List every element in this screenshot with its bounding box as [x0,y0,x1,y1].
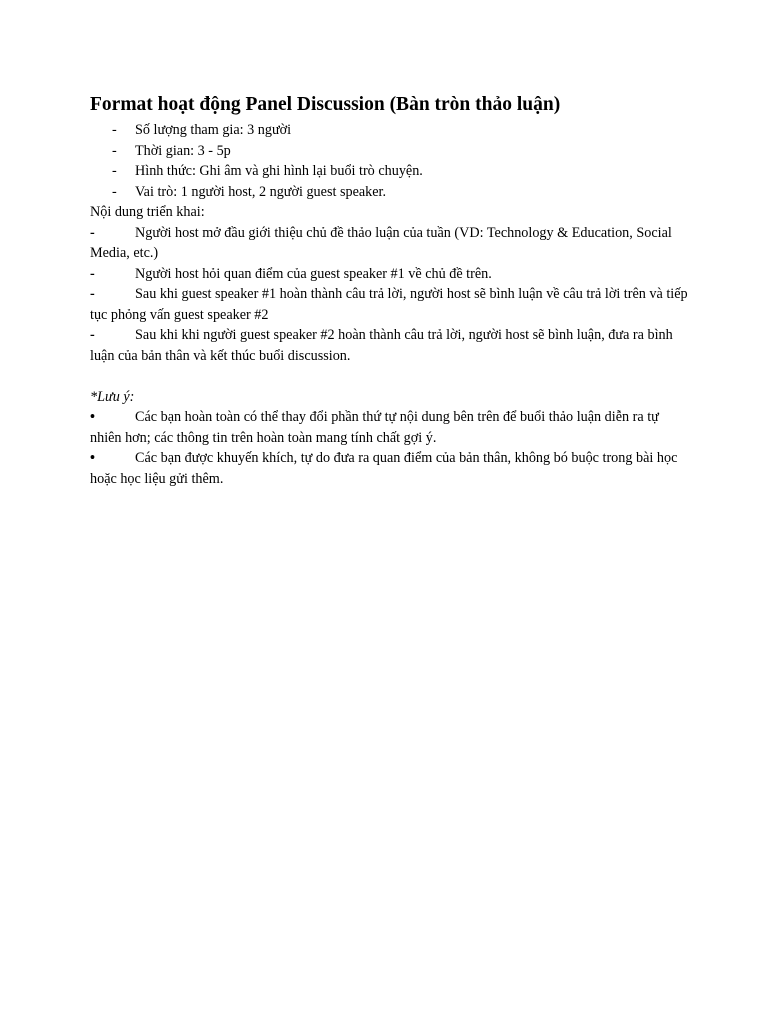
step-marker: - [90,327,95,343]
step-text: Sau khi guest speaker #1 hoàn thành câu trả lời, người host sẽ bình luận về câu trả lời trên và tiếp tục phỏng vấn guest speaker #2 [90,286,688,323]
info-item-participants [90,120,690,141]
step-item [90,223,690,264]
dash-marker: - [112,122,117,138]
info-item-format [90,161,690,182]
step-item [90,264,690,285]
step-text: Sau khi khi người guest speaker #2 hoàn thành câu trả lời, người host sẽ bình luận, đưa ra bình luận của bản thân và kết thúc buổi discussion. [90,327,673,364]
blank-line [90,366,690,387]
info-item-text: Thời gian: 3 - 5p [135,142,231,159]
note-label: *Lưu ý: [90,388,135,405]
dash-marker: - [112,142,117,159]
dash-marker: - [112,163,117,179]
step-text: Người host hỏi quan điểm của guest speaker #1 về chủ đề trên. [135,265,492,282]
step-item [90,325,690,366]
note-text: Các bạn hoàn toàn có thể thay đổi phần thứ tự nội dung bên trên để buổi thảo luận diễn ra tự nhiên hơn; các thông tin trên hoàn toàn mang tính chất gợi ý. [90,409,659,446]
document-content [90,92,690,489]
step-item [90,284,690,325]
info-item-text: Vai trò: 1 người host, 2 người guest speaker. [135,183,387,200]
bullet-marker: • [90,409,95,425]
info-item-text: Số lượng tham gia: 3 người [135,122,292,138]
info-item-roles [90,182,690,203]
info-item-duration [90,141,690,162]
dash-marker: - [112,183,117,200]
step-marker: - [90,265,95,282]
bullet-marker: • [90,450,95,466]
step-text: Người host mở đầu giới thiệu chủ đề thảo luận của tuần (VD: Technology & Education, Social Media, etc.) [90,224,672,261]
note-item [90,448,690,489]
step-marker: - [90,224,95,241]
info-item-text: Hình thức: Ghi âm và ghi hình lại buổi trò chuyện. [135,163,423,179]
note-item [90,407,690,448]
steps-heading: Nội dung triển khai: [90,204,205,220]
step-marker: - [90,286,95,302]
document-title: Format hoạt động Panel Discussion (Bàn tròn thảo luận) [90,94,561,115]
info-list [90,120,690,202]
note-text: Các bạn được khuyến khích, tự do đưa ra quan điểm của bản thân, không bó buộc trong bài học hoặc học liệu gửi thêm. [90,450,678,487]
